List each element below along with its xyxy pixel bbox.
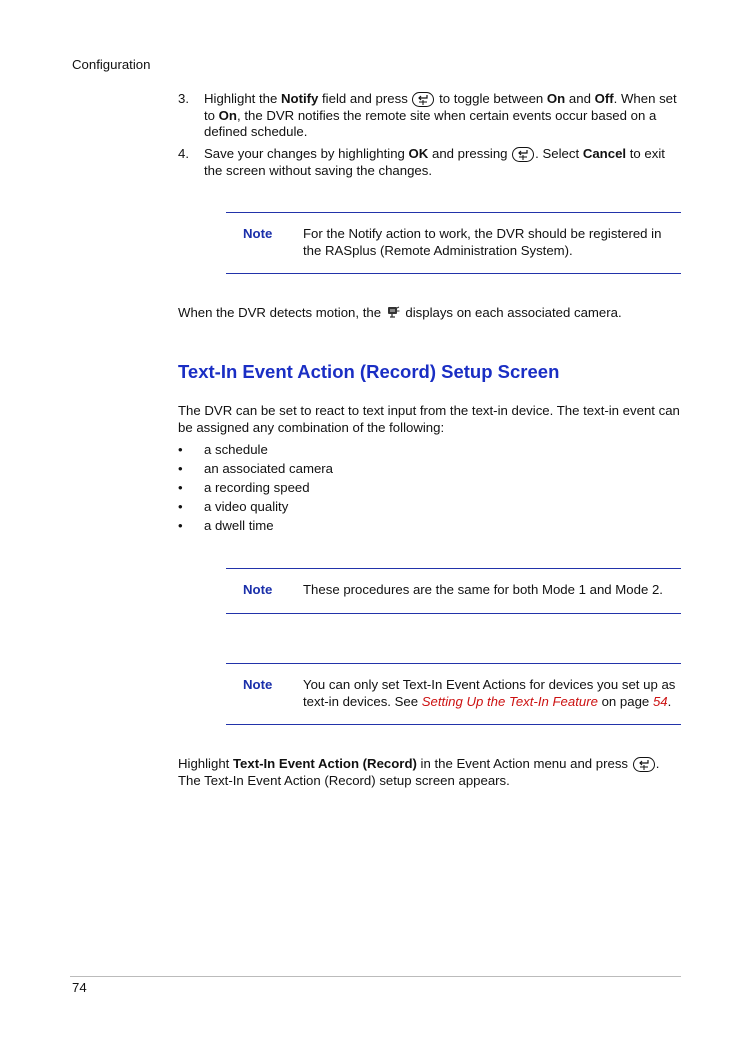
page-reference-link[interactable]: 54 xyxy=(652,693,668,709)
enter-key-icon xyxy=(412,92,434,107)
note-text: For the Notify action to work, the DVR should be registered in the RASplus (Remote Administration System). xyxy=(303,226,662,258)
footer-rule xyxy=(70,976,681,977)
note-label: Note xyxy=(243,582,273,597)
step-number: 3. xyxy=(178,91,189,106)
step-text: Save your changes by highlighting OK and pressing . Select Cancel to exit the screen without saving the changes. xyxy=(204,146,665,178)
enter-key-icon xyxy=(512,147,534,162)
note-label: Note xyxy=(243,226,273,241)
note-box-text-in xyxy=(226,663,681,725)
step-text: Highlight the Notify field and press to toggle between On and Off. When set to On, the DVR notifies the remote site when certain events occur based on a defined schedule. xyxy=(204,91,677,139)
page-number: 74 xyxy=(72,980,87,995)
cross-reference-link[interactable]: Setting Up the Text-In Feature xyxy=(421,693,598,709)
step-3 xyxy=(178,91,683,141)
final-paragraph: Highlight Text-In Event Action (Record) in the Event Action menu and press . The Text-In Event Action (Record) setup screen appears. xyxy=(178,756,660,788)
step-number: 4. xyxy=(178,146,189,161)
motion-paragraph: When the DVR detects motion, the displays on each associated camera. xyxy=(178,305,683,324)
enter-key-icon xyxy=(633,757,655,772)
note-text: These procedures are the same for both Mode 1 and Mode 2. xyxy=(303,582,663,597)
note-box-modes xyxy=(226,568,681,614)
note-box-rasplus xyxy=(226,212,681,274)
note-label: Note xyxy=(243,677,273,692)
note-text: You can only set Text-In Event Actions for devices you set up as text-in devices. See Setting Up the Text-In Feature on page 54. xyxy=(303,677,676,709)
section-intro: The DVR can be set to react to text input from the text-in device. The text-in event can be assigned any combination of the following: xyxy=(178,403,680,435)
motion-camera-icon xyxy=(387,306,400,324)
section-heading: Text-In Event Action (Record) Setup Screen xyxy=(178,361,560,382)
step-4 xyxy=(178,146,683,179)
running-header: Configuration xyxy=(72,57,151,72)
